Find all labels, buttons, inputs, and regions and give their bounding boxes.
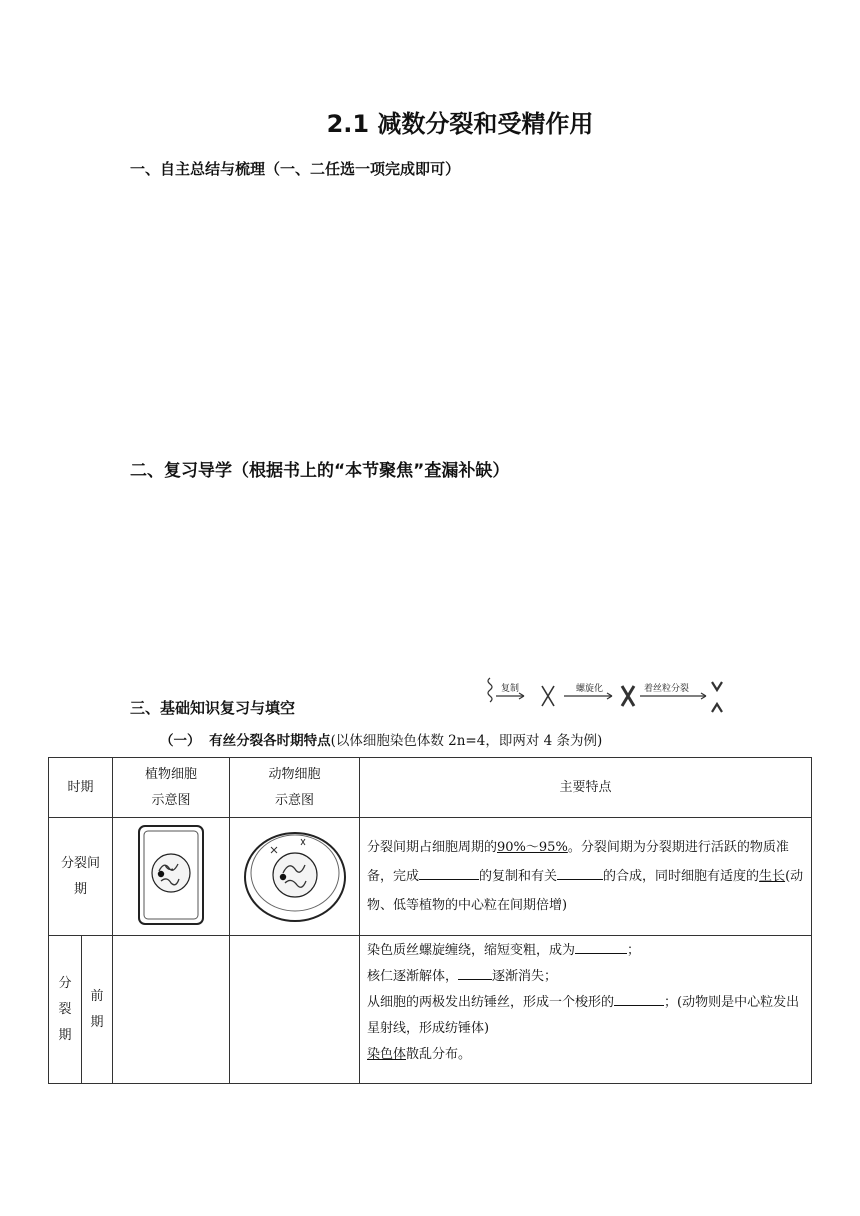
division-char-2: 裂 — [58, 1001, 72, 1017]
header-animal — [230, 758, 360, 818]
prophase-text-2a: 核仁逐渐解体， — [367, 969, 459, 984]
interphase-ratio: 90%～95% — [497, 840, 568, 855]
subsection-title: 有丝分裂各时期特点 — [209, 733, 331, 749]
animal-cell-image — [241, 825, 349, 925]
row-label-division — [49, 936, 82, 1084]
prophase-features — [360, 936, 812, 1084]
mitosis-table — [48, 757, 812, 1084]
row-label-line2: 期 — [73, 881, 87, 897]
prophase-chromosome: 染色体 — [367, 1047, 407, 1062]
prophase-text-4: 散乱分布。 — [406, 1047, 472, 1062]
division-char-1: 分 — [58, 975, 72, 991]
prophase-line-1 — [367, 938, 805, 964]
diagram-label-split: 着丝粒分裂 — [644, 684, 690, 694]
diagram-label-spiral: 螺旋化 — [576, 684, 604, 694]
subsection-heading — [160, 729, 602, 749]
header-period: 时期 — [49, 758, 113, 818]
animal-cell-cell — [230, 818, 360, 936]
diagram-label-copy: 复制 — [501, 684, 520, 694]
subsection-note: (以体细胞染色体数 2n=4，即两对 4 条为例) — [330, 733, 603, 749]
prophase-text-1-end: ； — [627, 943, 641, 958]
plant-cell-cell — [113, 818, 230, 936]
prophase-line-2 — [367, 964, 805, 990]
prophase-plant-cell — [113, 936, 230, 1084]
division-char-3: 期 — [58, 1027, 72, 1043]
interphase-growth: 生长 — [759, 869, 786, 884]
interphase-text-3: 的复制和有关 — [479, 869, 558, 884]
table-header-row — [49, 758, 812, 818]
interphase-text-4: 的合成，同时细胞有适度的 — [603, 869, 760, 884]
section-3-heading: 三、基础知识复习与填空 — [130, 699, 296, 717]
prophase-text-2b: 逐渐消失； — [492, 969, 558, 984]
header-plant-line2: 示意图 — [151, 792, 191, 808]
interphase-text-5: (动物、低等植物的中心粒在间期倍增) — [367, 869, 804, 913]
page-title: 2.1 减数分裂和受精作用 — [326, 110, 594, 138]
table-row-prophase — [49, 936, 812, 1084]
header-animal-line1: 动物细胞 — [268, 766, 321, 782]
row-label-prophase — [82, 936, 113, 1084]
subsection-label: （一） — [160, 733, 201, 749]
prophase-line-3 — [367, 990, 805, 1042]
interphase-text-1: 分裂间期占细胞周期的 — [367, 840, 498, 855]
header-features: 主要特点 — [360, 758, 812, 818]
prophase-char-1: 前 — [90, 988, 104, 1004]
interphase-features — [360, 818, 812, 936]
prophase-text-1: 染色质丝螺旋缠绕，缩短变粗，成为 — [367, 943, 576, 958]
prophase-animal-cell — [230, 936, 360, 1084]
prophase-text-3b: ；(动物则是中心粒发出星射线，形成纺锤体) — [367, 995, 800, 1036]
chromosome-process-diagram — [484, 676, 734, 716]
header-plant-line1: 植物细胞 — [144, 766, 197, 782]
section-2-heading: 二、复习导学（根据书上的“本节聚焦”查漏补缺） — [130, 461, 510, 481]
blank-nuclear-membrane[interactable] — [458, 965, 492, 980]
plant-cell-image — [131, 821, 211, 929]
blank-protein[interactable] — [557, 865, 603, 880]
header-animal-line2: 示意图 — [274, 792, 314, 808]
blank-chromosome[interactable] — [575, 939, 627, 954]
row-label-line1: 分裂间 — [60, 855, 100, 871]
row-label-interphase — [49, 818, 113, 936]
table-row-interphase — [49, 818, 812, 936]
prophase-text-3a: 从细胞的两极发出纺锤丝，形成一个梭形的 — [367, 995, 615, 1010]
section-1-heading: 一、自主总结与梳理（一、二任选一项完成即可） — [130, 160, 461, 178]
prophase-char-2: 期 — [90, 1014, 104, 1030]
blank-spindle[interactable] — [614, 991, 664, 1006]
interphase-text-2: 。分裂间期为分裂期进行活跃的物质准备，完成 — [367, 840, 789, 884]
blank-dna[interactable] — [419, 865, 479, 880]
prophase-line-4 — [367, 1042, 805, 1068]
header-plant — [113, 758, 230, 818]
